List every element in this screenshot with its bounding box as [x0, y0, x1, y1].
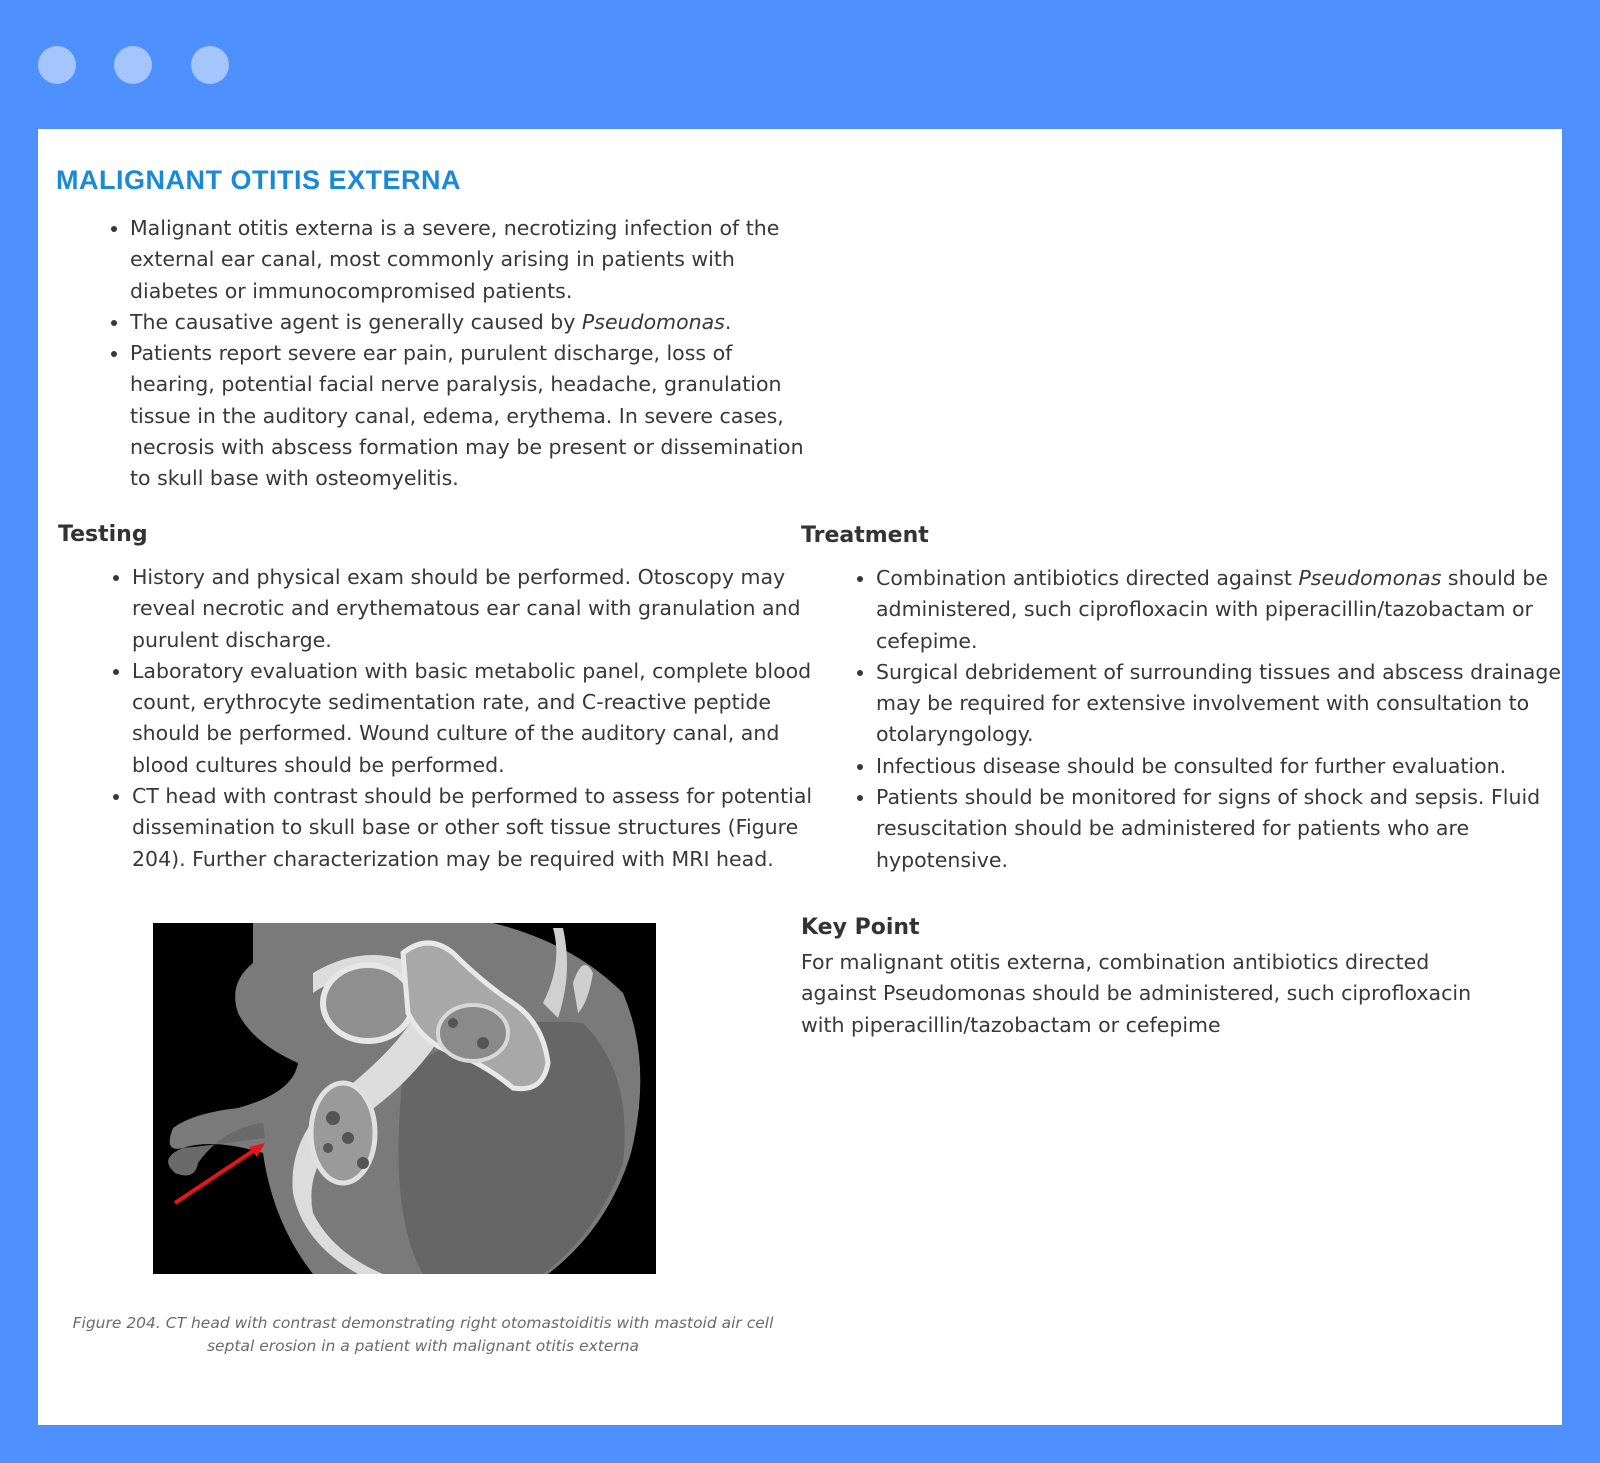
treatment-bullet: • Combination antibiotics directed against Pseudomonas should be administered, such ciprofloxacin with piperacillin/tazobactam or cefepime.: [876, 563, 1566, 657]
window-control-dot[interactable]: [114, 46, 152, 84]
treatment-bullet: • Patients should be monitored for signs of shock and sepsis. Fluid resuscitation should be administered for patients who are hypotensive.: [876, 782, 1566, 876]
testing-bullet: • Laboratory evaluation with basic metabolic panel, complete blood count, erythrocyte sedimentation rate, and C-reactive peptide should be performed. Wound culture of the auditory canal, and blood cultures should be performed.: [132, 656, 822, 781]
testing-list: [114, 562, 822, 875]
page-title: MALIGNANT OTITIS EXTERNA: [56, 165, 461, 195]
ct-scan-image: [153, 923, 656, 1274]
testing-bullet: • History and physical exam should be performed. Otoscopy may reveal necrotic and erythematous ear canal with granulation and purulent discharge.: [132, 562, 822, 656]
treatment-bullet: • Surgical debridement of surrounding tissues and abscess drainage may be required for extensive involvement with consultation to otolaryngology.: [876, 657, 1566, 751]
treatment-heading: Treatment: [801, 523, 929, 548]
intro-list: [112, 213, 820, 495]
key-point-text: For malignant otitis externa, combination antibiotics directed against Pseudomonas should be administered, such ciprofloxacin with piperacillin/tazobactam or cefepime: [801, 950, 1472, 1037]
intro-bullet: • Malignant otitis externa is a severe, necrotizing infection of the external ear canal, most commonly arising in patients with diabetes or immunocompromised patients.: [130, 213, 820, 307]
key-point-heading: Key Point: [801, 915, 920, 940]
figure-caption: Figure 204. CT head with contrast demonstrating right otomastoiditis with mastoid air cell septal erosion in a patient with malignant otitis externa: [72, 1314, 774, 1355]
treatment-list: [858, 563, 1566, 876]
intro-bullet: • The causative agent is generally caused by Pseudomonas.: [130, 307, 820, 338]
window-control-dot[interactable]: [191, 46, 229, 84]
document-page: [38, 129, 1562, 1425]
testing-bullet: • CT head with contrast should be performed to assess for potential dissemination to skull base or other soft tissue structures (Figure 204). Further characterization may be required with MRI head.: [132, 781, 822, 875]
treatment-bullet: • Infectious disease should be consulted for further evaluation.: [876, 751, 1566, 782]
window-control-dot[interactable]: [38, 46, 76, 84]
intro-bullet: • Patients report severe ear pain, purulent discharge, loss of hearing, potential facial nerve paralysis, headache, granulation tissue in the auditory canal, edema, erythema. In severe cases, necrosis with abscess formation may be present or dissemination to skull base with osteomyelitis.: [130, 338, 820, 494]
testing-heading: Testing: [58, 522, 148, 547]
